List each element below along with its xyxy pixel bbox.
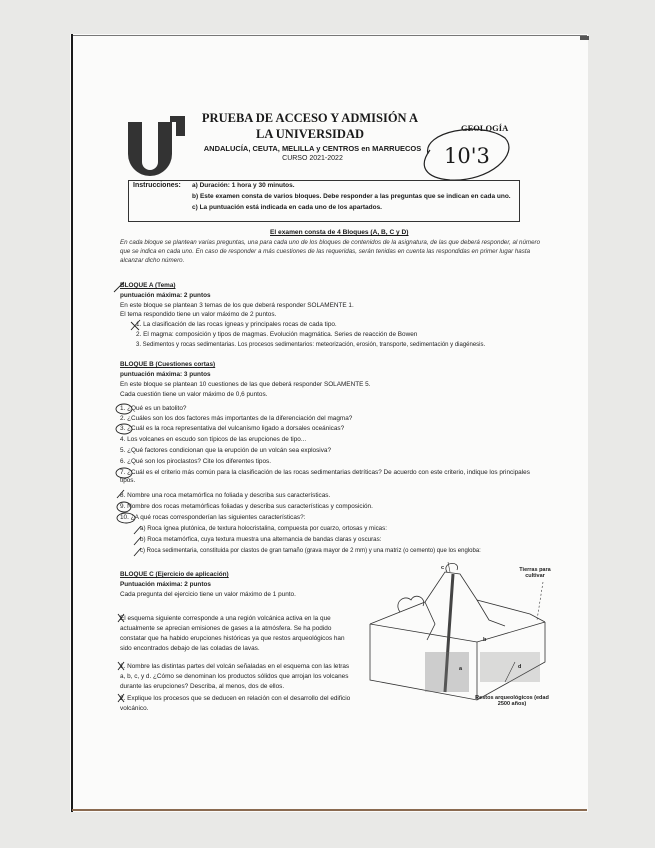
instruction-a: a) Duración: 1 hora y 30 minutos.: [192, 182, 295, 189]
block-a-item: 2. El magma: composición y tipos de magmas. Evolución magmática. Series de reacción de Bowen: [136, 331, 418, 338]
block-b-item: 1. ¿Qué es un batolito?: [120, 405, 187, 412]
block-c-question: 2. Explique los procesos que se deducen en relación con el desarrollo del edificio volcánico.: [120, 695, 351, 712]
block-b-item: 7. ¿Cuál es el criterio más común para la clasificación de las rocas sedimentarias detríticas? De acuerdo con este criterio, indique los principales tipos.: [120, 469, 530, 484]
course: CURSO 2021-2022: [282, 155, 343, 162]
block-a-line: El tema respondido tiene un valor máximo de 2 puntos.: [120, 311, 277, 318]
block-a-score: puntuación máxima: 2 puntos: [120, 292, 211, 299]
regions: ANDALUCÍA, CEUTA, MELILLA y CENTROS en MARRUECOS: [203, 144, 422, 153]
block-b-item: 4. Los volcanes en escudo son típicos de las erupciones de tipo...: [120, 436, 307, 443]
exam-title: PRUEBA DE ACCESO Y ADMISIÓN A LA UNIVERSIDAD: [201, 111, 419, 141]
block-c-paragraph: El esquema siguiente corresponde a una región volcánica activa en la que actualmente se aprecian emisiones de gases a la atmósfera. Se ha podido constatar que ha habido erupciones históricas ya que restos arqueológicos han sido encontrados debajo de las coladas de lavas.: [120, 615, 345, 652]
top-edge: [72, 35, 587, 36]
intro-paragraph: En cada bloque se plantean varias preguntas, una para cada uno de los bloques de contenidos de la asignatura, de las que deberá responder, al número que se indica en cada uno. En caso de responder a más cuestiones de las requeridas, serán tenidas en cuenta las respondidas en primer lugar hasta alcanzar dicho número.: [120, 239, 541, 264]
corner-mark: [580, 36, 589, 40]
block-b-item: 8. Nombre una roca metamórfica no foliada y describa sus características.: [120, 492, 331, 499]
block-a-item: 3. Sedimentos y rocas sedimentarias. Los procesos sedimentarios: meteorización, erosión, transporte, sedimentación y diagénesis.: [136, 342, 486, 348]
block-b-item: 3. ¿Cuál es la roca representativa del vulcanismo ligado a dorsales oceánicas?: [120, 425, 345, 432]
block-b-line: En este bloque se plantean 10 cuestiones de las que deberá responder SOLAMENTE 5.: [120, 381, 371, 388]
volcano-diagram: [365, 562, 555, 712]
instruction-b: b) Este examen consta de varios bloques. Debe responder a las preguntas que se indican en cada uno.: [192, 193, 511, 200]
diagram-label-d: d: [518, 664, 522, 670]
block-c-score: Puntuación máxima: 2 puntos: [120, 581, 211, 588]
left-border: [71, 34, 73, 812]
block-b-item: 6. ¿Qué son los piroclastos? Cite los diferentes tipos.: [120, 458, 271, 465]
subject: GEOLOGÍA: [461, 123, 509, 133]
bottom-edge: [72, 809, 587, 811]
block-c-heading: BLOQUE C (Ejercicio de aplicación): [120, 571, 229, 578]
diagram-label-b: b: [483, 637, 487, 643]
block-b-item: 5. ¿Qué factores condicionan que la erupción de un volcán sea explosiva?: [120, 447, 332, 454]
block-a-item: 1. La clasificación de las rocas ígneas y principales rocas de cada tipo.: [136, 321, 337, 328]
block-b-subitem: b) Roca metamórfica, cuya textura muestra una alternancia de bandas claras y oscuras:: [140, 536, 382, 543]
block-b-item: 10. ¿A qué rocas corresponderían las siguientes características?:: [120, 514, 306, 521]
block-c-question: 1. Nombre las distintas partes del volcán señaladas en el esquema con las letras a, b, c, y d. ¿Cómo se denominan los productos sólidos que arrojan los volcanes durante las erupciones? Describa, al menos, dos de ellos.: [120, 663, 350, 690]
block-b-item: 2. ¿Cuáles son los dos factores más importantes de la diferenciación del magma?: [120, 415, 353, 422]
grade-mark: 10'3: [444, 144, 490, 168]
diagram-label-c: c: [441, 565, 445, 571]
block-a-heading: BLOQUE A (Tema): [120, 282, 176, 289]
diagram-label-a: a: [459, 666, 463, 672]
diagram-label-fields: Tierras para cultivar: [519, 567, 551, 579]
block-c-line: Cada pregunta del ejercicio tiene un valor máximo de 1 punto.: [120, 591, 296, 598]
exam-heading: El examen consta de 4 Bloques (A, B, C y D): [270, 229, 409, 236]
block-b-item: 9. Nombre dos rocas metamórficas foliadas y describa sus características y composición.: [120, 503, 373, 510]
block-b-line: Cada cuestión tiene un valor máximo de 0,6 puntos.: [120, 391, 268, 398]
block-b-subitem: c) Roca sedimentaria, constituida por clastos de gran tamaño (grava mayor de 2 mm) y una matriz (o cemento) que los engloba:: [140, 548, 481, 554]
block-b-subitem: a) Roca ígnea plutónica, de textura holocristalina, compuesta por cuarzo, ortosas y micas:: [140, 525, 387, 532]
instructions-label: Instrucciones:: [133, 182, 181, 189]
block-a-line: En este bloque se plantean 3 temas de los que deberá responder SOLAMENTE 1.: [120, 302, 354, 309]
block-b-score: puntuación máxima: 3 puntos: [120, 371, 211, 378]
block-b-heading: BLOQUE B (Cuestiones cortas): [120, 361, 216, 368]
instruction-c: c) La puntuación está indicada en cada uno de los apartados.: [192, 204, 382, 211]
university-logo: [128, 116, 192, 178]
diagram-label-remains: Restos arqueológicos (edad 2500 años): [475, 695, 549, 707]
instructions-box: [128, 180, 520, 222]
